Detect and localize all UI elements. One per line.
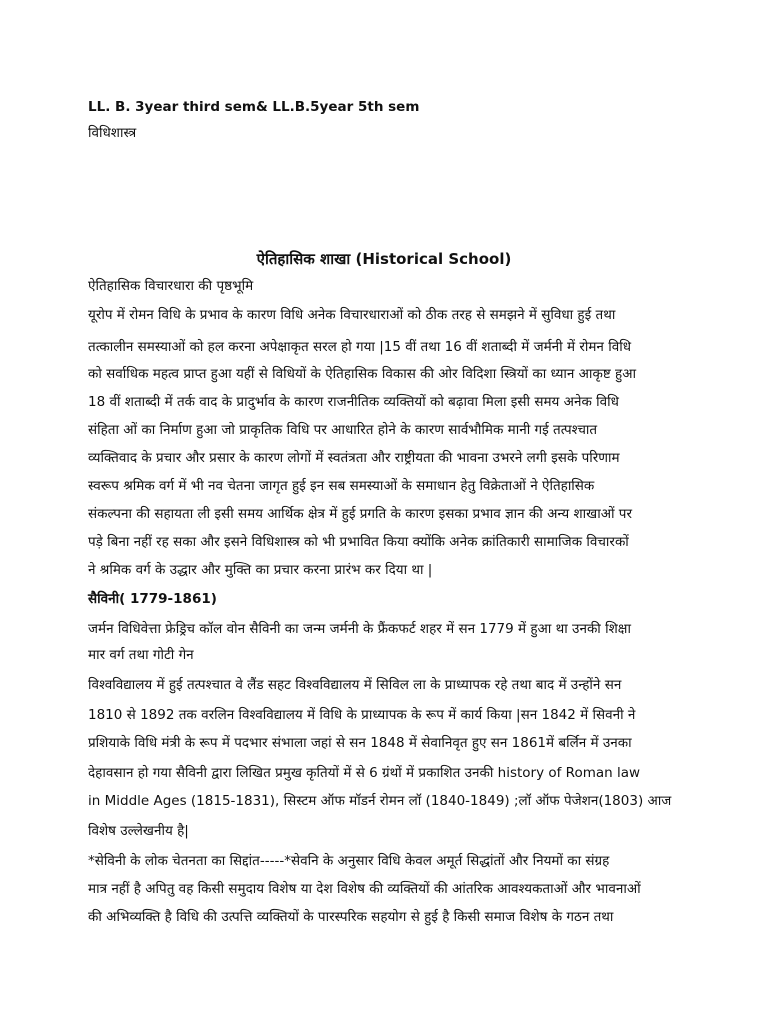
paragraph-line: in Middle Ages (1815-1831), सिस्टम ऑफ मॉडर्न रोमन लॉ (1840-1849) ;लॉ ऑफ पेजेशन(1803) आज — [88, 793, 672, 809]
course-line: LL. B. 3year third sem& LL.B.5year 5th sem — [88, 99, 420, 115]
paragraph-line: तत्कालीन समस्याओं को हल करना अपेक्षाकृत सरल हो गया |15 वीं तथा 16 वीं शताब्दी में जर्मनी में रोमन विधि — [88, 339, 632, 355]
paragraph-line: की अभिव्यक्ति है विधि की उत्पत्ति व्यक्तियों के पारस्परिक सहयोग से हुई है किसी समाज विशेष के गठन तथा — [88, 909, 614, 925]
paragraph-line: पड़े बिना नहीं रह सका और इसने विधिशास्त्र को भी प्रभावित किया क्योंकि अनेक क्रांतिकारी सामाजिक विचारकों — [88, 534, 629, 550]
subject-line: विधिशास्त्र — [88, 125, 137, 141]
paragraph-line: मात्र नहीं है अपितु वह किसी समुदाय विशेष या देश विशेष की व्यक्तियों की आंतरिक आवश्यकताओं और भावनाओं — [88, 881, 641, 897]
paragraph-line: प्रशियाके विधि मंत्री के रूप में पदभार संभाला जहां से सन 1848 में सेवानिवृत हुए सन 1861में बर्लिन में उनका — [88, 735, 632, 751]
savigny-heading: सैविनी( 1779-1861) — [88, 591, 217, 607]
paragraph-line: स्वरूप श्रमिक वर्ग में भी नव चेतना जागृत हुई इन सब समस्याओं के समाधान हेतु विक्रेताओं ने ऐतिहासिक — [88, 478, 595, 494]
paragraph-line: को सर्वाधिक महत्व प्राप्त हुआ यहीं से विधियों के ऐतिहासिक विकास की ओर विदिशा स्त्रियों का ध्यान आकृष्ट हुआ — [88, 366, 636, 382]
paragraph-line: *सेविनी के लोक चेतनता का सिद्दांत-----*सेवनि के अनुसार विधि केवल अमूर्त सिद्धांतों और नियमों का संग्रह — [88, 853, 610, 869]
paragraph-line: विशेष उल्लेखनीय है| — [88, 823, 189, 839]
section-subheading: ऐतिहासिक विचारधारा की पृष्ठभूमि — [88, 278, 254, 294]
paragraph-line: जर्मन विधिवेत्ता फ्रेड्रिच कॉल वोन सैविनी का जन्म जर्मनी के फ्रैंकफर्ट शहर में सन 1779 में हुआ था उनकी शिक्षा — [88, 621, 631, 637]
paragraph-line: देहावसान हो गया सैविनी द्वारा लिखित प्रमुख कृतियों में से 6 ग्रंथों में प्रकाशित उनकी history of Roman law — [88, 765, 641, 781]
paragraph-line: संहिता ओं का निर्माण हुआ जो प्राकृतिक विधि पर आधारित होने के कारण सार्वभौमिक मानी गई तत्पश्चात — [88, 422, 598, 438]
section-title: ऐतिहासिक शाखा (Historical School) — [256, 250, 512, 268]
paragraph-line: यूरोप में रोमन विधि के प्रभाव के कारण विधि अनेक विचारधाराओं को ठीक तरह से समझने में सुविधा हुई तथा — [88, 307, 616, 323]
paragraph-line: ने श्रमिक वर्ग के उद्धार और मुक्ति का प्रचार करना प्रारंभ कर दिया था | — [88, 562, 433, 578]
paragraph-line: विश्वविद्यालय में हुई तत्पश्चात वे लैंड सहट विश्वविद्यालय में सिविल ला के प्राध्यापक रहे तथा बाद में उन्होंने सन — [88, 677, 622, 693]
paragraph-line: 18 वीं शताब्दी में तर्क वाद के प्रादुर्भाव के कारण राजनीतिक व्यक्तियों को बढ़ावा मिला इसी समय अनेक विधि — [88, 394, 619, 410]
paragraph-line: मार वर्ग तथा गोटी गेन — [88, 647, 194, 663]
paragraph-line: व्यक्तिवाद के प्रचार और प्रसार के कारण लोगों में स्वतंत्रता और राष्ट्रीयता की भावना उभरने लगी इसके परिणाम — [88, 450, 620, 466]
paragraph-line: 1810 से 1892 तक वरलिन विश्वविद्यालय में विधि के प्राध्यापक के रूप में कार्य किया |सन 1842 में सिवनी ने — [88, 707, 636, 723]
paragraph-line: संकल्पना की सहायता ली इसी समय आर्थिक क्षेत्र में हुई प्रगति के कारण इसका प्रभाव ज्ञान की अन्य शाखाओं पर — [88, 506, 632, 522]
